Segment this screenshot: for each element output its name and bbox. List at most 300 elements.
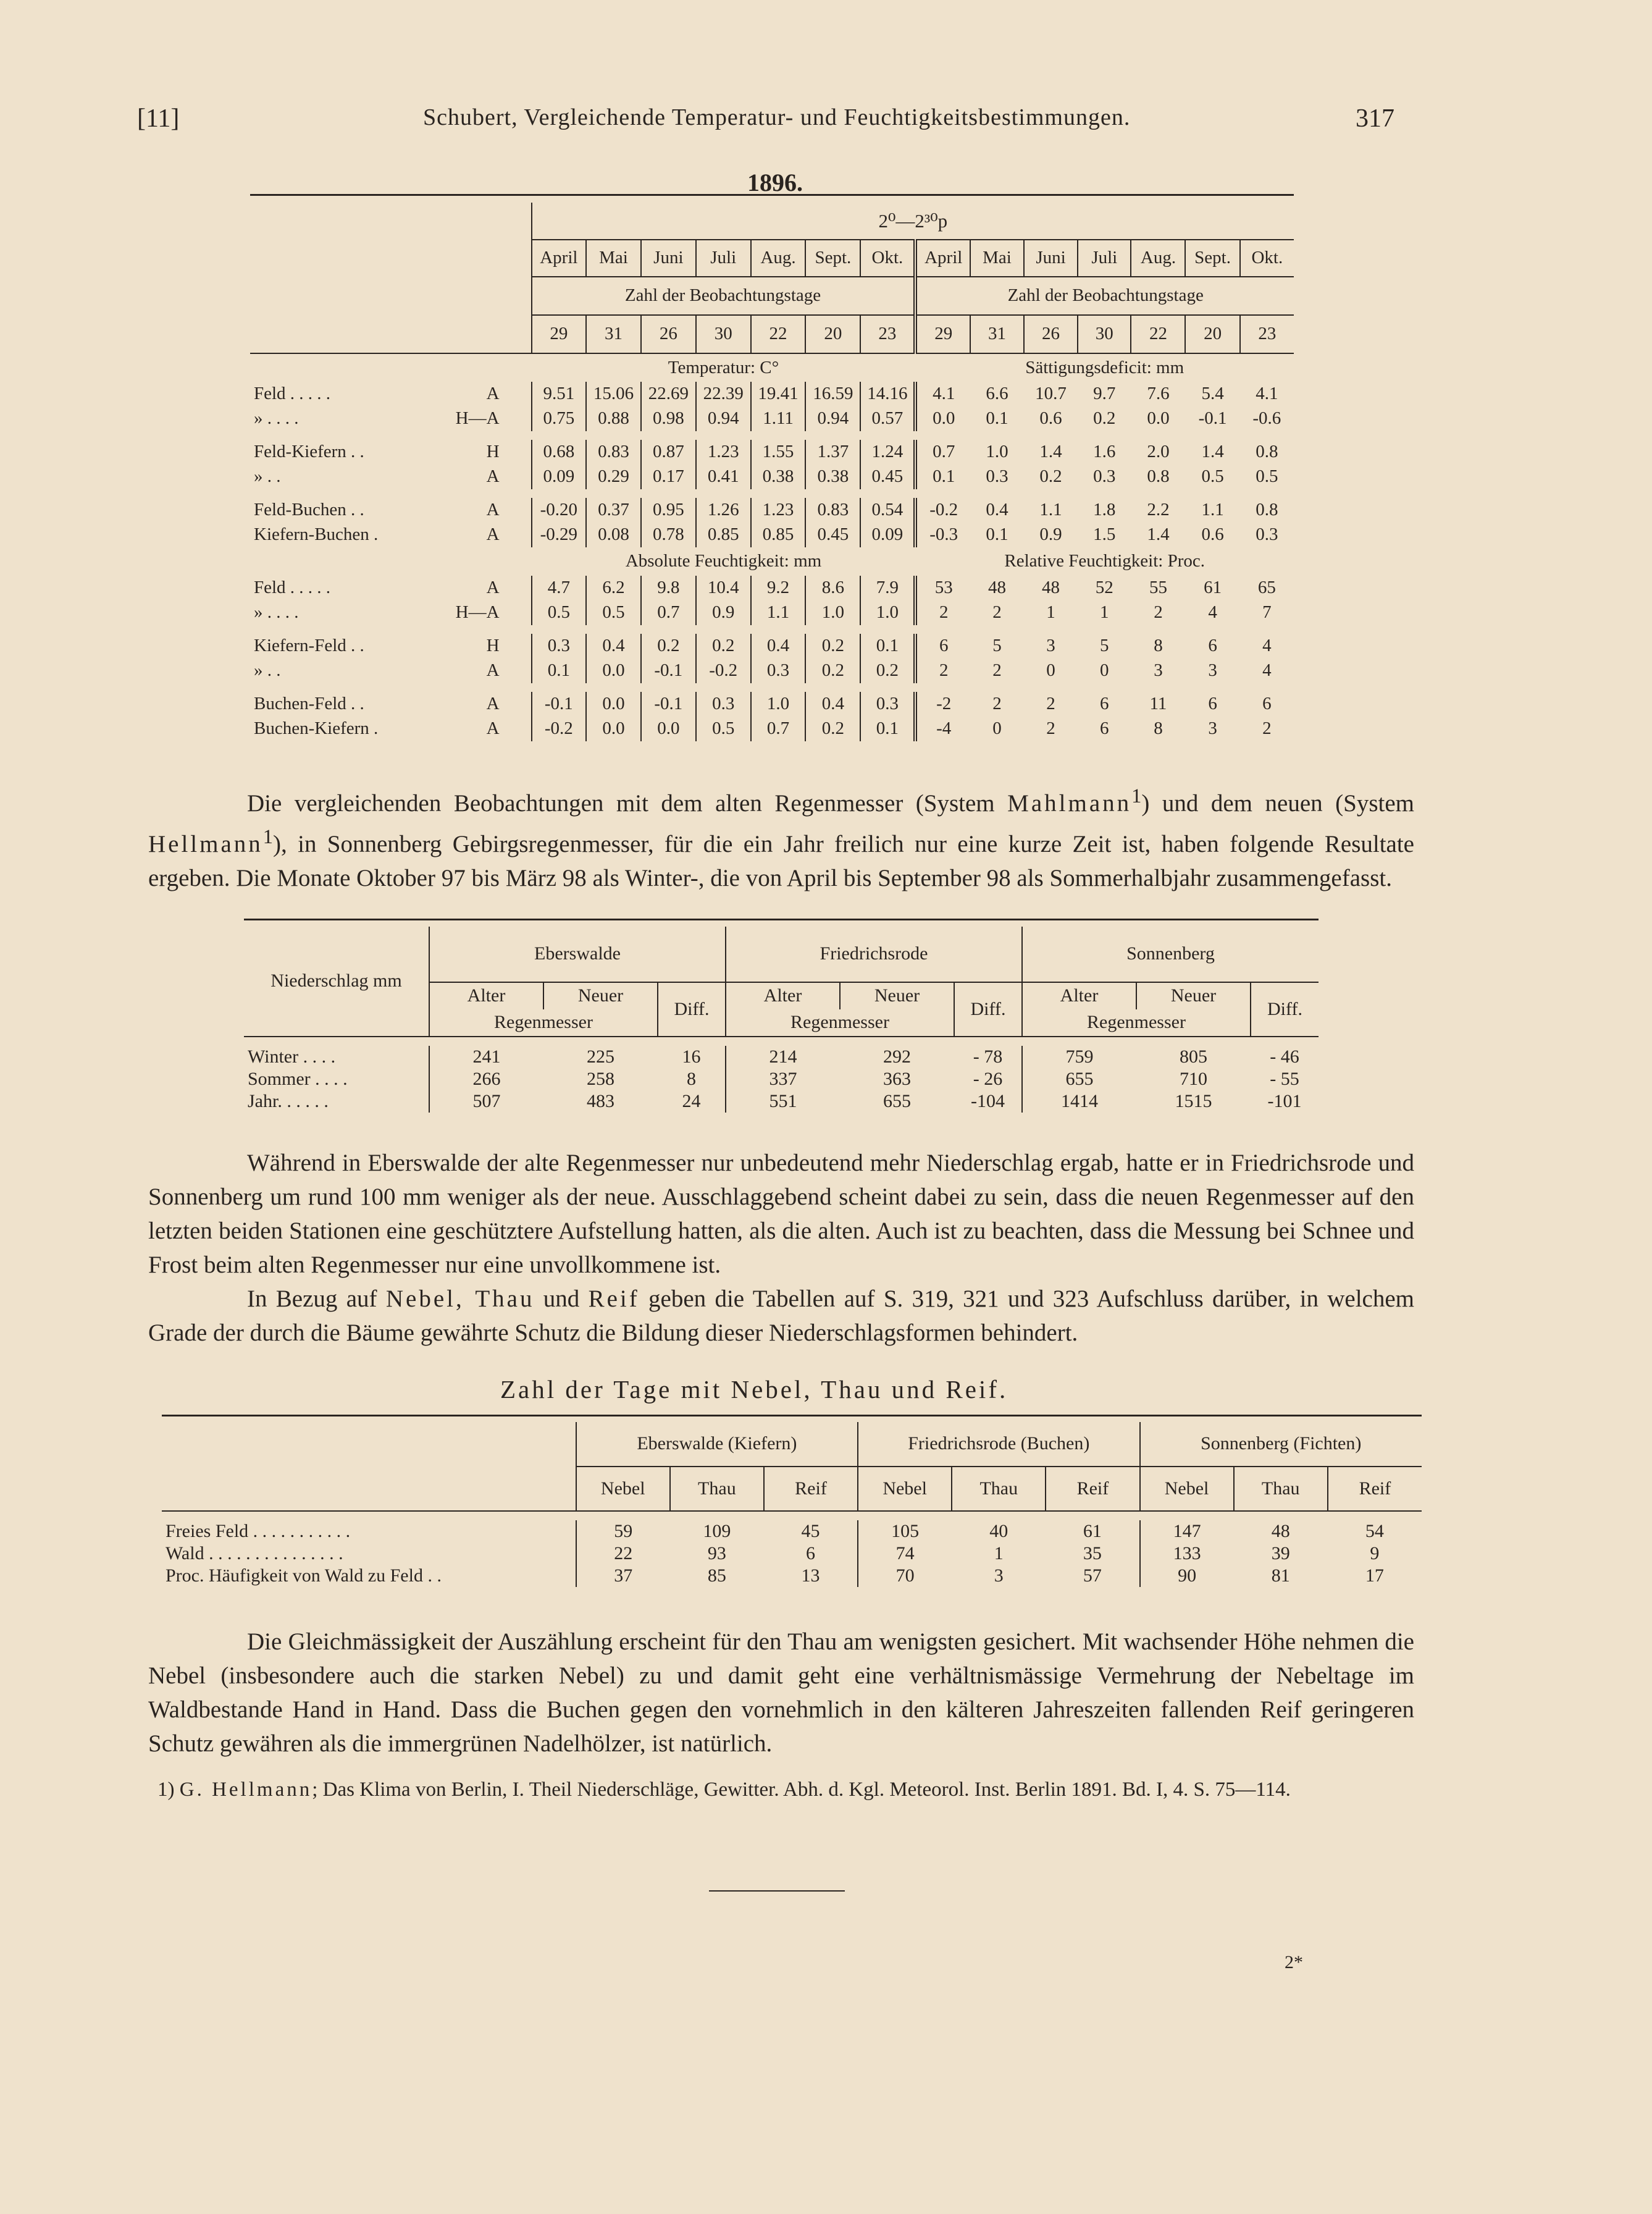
value-cell: 35 [1083,1543,1102,1564]
table2-top-rule [244,919,1319,920]
table-row [250,465,1294,489]
value-cell: 90 [1140,1565,1234,1587]
value-cell: 241 [429,1046,543,1068]
value-cell: 0.87 [641,440,696,465]
value-cell: 74 [858,1543,952,1565]
month-header: Aug. [751,240,806,277]
col-neuer: Neuer [1136,982,1251,1009]
value-cell: 4 [1262,636,1272,656]
station-friedrichsrode-buchen: Friedrichsrode (Buchen) [858,1422,1139,1467]
row-code: A [486,660,500,681]
col-diff: Diff. [954,982,1022,1037]
value-cell: 3 [1046,636,1055,656]
section-number: [11] [137,104,180,133]
value-cell: 105 [858,1520,952,1543]
value-cell: 0.7 [751,717,806,741]
value-cell: 0.95 [641,498,696,523]
value-cell: 0.8 [1147,466,1170,487]
value-cell: 0.78 [641,523,696,547]
value-cell: 1.1 [751,600,806,625]
observation-days: 20 [805,315,860,353]
value-cell: 2 [992,660,1002,681]
value-cell: 0.45 [805,523,860,547]
row-label: Kiefern-Feld . . [254,636,364,656]
value-cell: 24 [682,1090,701,1111]
row-label: Kiefern-Buchen . [254,524,379,545]
precipitation-corner: Niederschlag mm [270,970,402,991]
value-cell: 9.51 [532,382,586,406]
value-cell: 2 [992,694,1002,714]
value-cell: 2 [915,600,970,625]
value-cell: 147 [1140,1520,1234,1543]
month-header: Juni [1024,240,1078,277]
table-row [250,717,1294,741]
value-cell: 3 [1208,718,1217,739]
value-cell: 8 [1154,718,1163,739]
value-cell: 0.0 [586,659,641,683]
observation-days: 23 [860,315,915,353]
value-cell: -0.1 [641,659,696,683]
value-cell: 4.1 [1256,384,1278,404]
col-thau: Thau [1234,1467,1328,1511]
value-cell: 0.09 [860,523,915,547]
value-cell: 9.8 [641,576,696,600]
value-cell: 0.45 [860,465,915,489]
value-cell: 266 [429,1068,543,1090]
value-cell: 551 [726,1090,840,1113]
value-cell: 14.16 [860,382,915,406]
value-cell: 1515 [1175,1090,1212,1111]
col-nebel: Nebel [858,1467,952,1511]
value-cell: 0.3 [696,692,751,717]
value-cell: 6 [1100,718,1109,739]
row-code: H [486,442,500,462]
value-cell: 0.3 [986,466,1008,487]
value-cell: -0.1 [641,692,696,717]
value-cell: 0.94 [696,406,751,431]
row-code: A [486,524,500,545]
value-cell: 0.3 [1256,524,1278,545]
value-cell: 337 [726,1068,840,1090]
value-cell: 507 [429,1090,543,1113]
value-cell: 0.85 [696,523,751,547]
row-label: Wald . . . . . . . . . . . . . . . [166,1543,343,1564]
value-cell: 0.0 [915,406,970,431]
col-regenmesser: Regenmesser [726,1009,954,1037]
value-cell: 6 [1262,694,1272,714]
table-row [244,1046,1319,1068]
time-header: 2⁰—2³⁰p [532,203,1294,240]
observation-days: 29 [532,315,586,353]
row-label: Buchen-Kiefern . [254,718,379,739]
table-row [250,659,1294,683]
footnote-text: ; Das Klima von Berlin, I. Theil Niederschläge, Gewitter. Abh. d. Kgl. Meteorol. Inst. Berlin 1891. Bd. I, 4. S. 75—114. [312,1778,1291,1801]
value-cell: 0.4 [805,692,860,717]
value-cell: 1.4 [1201,442,1224,462]
footnote-ref: 1 [262,826,274,848]
value-cell: 0.5 [696,717,751,741]
value-cell: 0 [1046,660,1055,681]
value-cell: 2 [1046,718,1055,739]
value-cell: 3 [1208,660,1217,681]
value-cell: 0.8 [1256,500,1278,520]
table1-year: 1896. [747,169,803,196]
observation-days: 30 [1078,315,1131,353]
value-cell: 59 [576,1520,670,1543]
observation-days: 26 [641,315,696,353]
row-spacer [250,683,1294,692]
row-spacer [250,489,1294,498]
row-code: H [486,636,500,656]
value-cell: 48 [1271,1520,1290,1541]
table-row [162,1520,1422,1543]
value-cell: 0.6 [1039,408,1062,429]
value-cell: -101 [1267,1090,1302,1111]
value-cell: 0.1 [860,634,915,659]
value-cell: 1.23 [751,498,806,523]
value-cell: 0.0 [641,717,696,741]
value-cell: 1414 [1022,1090,1136,1113]
observation-days: 31 [970,315,1024,353]
month-header: Mai [586,240,641,277]
value-cell: 5.4 [1201,384,1224,404]
value-cell: 0.54 [860,498,915,523]
value-cell: 0.17 [641,465,696,489]
paragraph-results: Während in Eberswalde der alte Regenmesser nur unbedeutend mehr Niederschlag ergab, hatte er in Friedrichsrode und Sonnenberg um rund 100 mm weniger als der neue. Ausschlaggebend scheint dabei zu sein, dass die neuen Regenmesser auf den letzten beiden Stationen eine geschütztere Aufstellung hatten, als die alten. Auch ist zu beachten, dass die Messung bei Schnee und Frost beim alten Regenmesser nur eine unvollkommene ist. In Bezug auf Nebel, Thau und Reif geben die Tabellen auf S. 319, 321 und 323 Aufschluss darüber, in welchem Grade der durch die Bäume gewährte Schutz die Bildung dieser Niederschlagsformen behindert. [148,1146,1414,1350]
table-row [250,600,1294,625]
table2 [244,927,1319,1113]
value-cell: 61 [1083,1520,1102,1541]
value-cell: 292 [883,1046,911,1067]
table1-top-rule [250,194,1294,196]
value-cell: 0.5 [1256,466,1278,487]
value-cell: -0.3 [915,523,970,547]
value-cell: 4 [1208,602,1217,623]
value-cell: 7.6 [1147,384,1170,404]
value-cell: 48 [1042,578,1060,598]
value-cell: -0.1 [1198,408,1227,429]
value-cell: 10.7 [1035,384,1067,404]
value-cell: 0.29 [586,465,641,489]
value-cell: 1.37 [805,440,860,465]
value-cell: 85 [707,1565,726,1586]
value-cell: 0.9 [1039,524,1062,545]
col-reif: Reif [1328,1467,1422,1511]
value-cell: -0.20 [532,498,586,523]
value-cell: 1.6 [1093,442,1116,462]
value-cell: 8 [1154,636,1163,656]
value-cell: - 78 [973,1046,1003,1067]
table-row [244,1068,1319,1090]
name-mahlmann: Mahlmann [1007,790,1132,817]
value-cell: 0.88 [586,406,641,431]
value-cell: 0.9 [696,600,751,625]
value-cell: 10.4 [696,576,751,600]
value-cell: 0.0 [1147,408,1170,429]
value-cell: 15.06 [586,382,641,406]
end-rule [709,1890,845,1892]
value-cell: 0 [1100,660,1109,681]
value-cell: 0.2 [641,634,696,659]
value-cell: 0.37 [586,498,641,523]
value-cell: 1.4 [1147,524,1170,545]
value-cell: 0.0 [586,717,641,741]
col-reif: Reif [1046,1467,1139,1511]
value-cell: 16 [682,1046,701,1067]
value-cell: 0.0 [586,692,641,717]
value-cell: 1.5 [1093,524,1116,545]
value-cell: 0.1 [860,717,915,741]
value-cell: 0.38 [751,465,806,489]
value-cell: 6 [1208,636,1217,656]
table-row [250,440,1294,465]
table-row [250,576,1294,600]
value-cell: 0.7 [641,600,696,625]
table-row [250,634,1294,659]
observation-days: 31 [586,315,641,353]
value-cell: 61 [1204,578,1222,598]
observation-days: 26 [1024,315,1078,353]
saturation-deficit-header: Sättigungsdeficit: mm [915,353,1294,382]
value-cell: 5 [1100,636,1109,656]
value-cell: 0.98 [641,406,696,431]
name-hellmann: Hellmann [148,831,263,857]
month-header: Okt. [860,240,915,277]
value-cell: 7 [1262,602,1272,623]
value-cell: 1.0 [986,442,1008,462]
value-cell: 2 [992,602,1002,623]
month-header: Juni [641,240,696,277]
col-reif: Reif [764,1467,858,1511]
value-cell: -0.6 [1252,408,1281,429]
row-label: Feld . . . . . [254,578,331,598]
value-cell: 655 [883,1090,911,1111]
value-cell: - 55 [1270,1068,1299,1089]
value-cell: 22 [576,1543,670,1565]
value-cell: 48 [988,578,1006,598]
row-code: A [486,500,500,520]
value-cell: 55 [1149,578,1167,598]
value-cell: 0.2 [805,717,860,741]
value-cell: 214 [726,1046,840,1068]
value-cell: 1.55 [751,440,806,465]
value-cell: 759 [1022,1046,1136,1068]
value-cell: 0.2 [860,659,915,683]
month-header: April [532,240,586,277]
value-cell: 4.1 [915,382,970,406]
station-friedrichsrode: Friedrichsrode [726,927,1022,982]
value-cell: 37 [576,1565,670,1587]
row-label: » . . [254,660,281,681]
value-cell: 9 [1370,1543,1380,1564]
row-label: Winter . . . . [248,1046,336,1067]
station-eberswalde: Eberswalde [429,927,726,982]
value-cell: 0.83 [805,498,860,523]
value-cell: -2 [915,692,970,717]
value-cell: 0.2 [696,634,751,659]
value-cell: 40 [989,1520,1008,1541]
relative-humidity-header: Relative Feuchtigkeit: Proc. [1004,551,1205,571]
running-title: Schubert, Vergleichende Temperatur- und Feuchtigkeitsbestimmungen. [423,104,1131,130]
signature-mark: 2* [1285,1952,1303,1972]
value-cell: 70 [858,1565,952,1587]
row-code: A [486,384,500,404]
row-code: H—A [455,408,500,429]
value-cell: 0.94 [805,406,860,431]
value-cell: 0 [992,718,1002,739]
col-nebel: Nebel [576,1467,670,1511]
value-cell: 57 [1083,1565,1102,1586]
col-regenmesser: Regenmesser [429,1009,658,1037]
table-row [250,692,1294,717]
observation-days: 22 [751,315,806,353]
month-header: Sept. [1185,240,1239,277]
value-cell: 0.83 [586,440,641,465]
value-cell: 0.3 [532,634,586,659]
value-cell: 53 [915,576,970,600]
value-cell: 0.3 [751,659,806,683]
row-spacer [250,431,1294,440]
value-cell: - 46 [1270,1046,1299,1067]
value-cell: 6 [1100,694,1109,714]
value-cell: 8.6 [805,576,860,600]
value-cell: 0.1 [986,524,1008,545]
value-cell: 0.41 [696,465,751,489]
footnote [157,1773,1423,1806]
value-cell: 0.85 [751,523,806,547]
value-cell: 0.1 [915,465,970,489]
value-cell: 133 [1140,1543,1234,1565]
value-cell: 2 [1262,718,1272,739]
value-cell: 3 [994,1565,1004,1586]
value-cell: 0.5 [586,600,641,625]
table-row [250,406,1294,431]
value-cell: 0.8 [1256,442,1278,462]
value-cell: 1 [1046,602,1055,623]
value-cell: 0.3 [1093,466,1116,487]
value-cell: 1.4 [1039,442,1062,462]
table-row [244,1090,1319,1113]
row-code: H—A [455,602,500,623]
col-nebel: Nebel [1140,1467,1234,1511]
value-cell: 0.09 [532,465,586,489]
value-cell: 6.2 [586,576,641,600]
value-cell: -0.2 [532,717,586,741]
value-cell: 0.6 [1201,524,1224,545]
value-cell: 3 [1154,660,1163,681]
value-cell: 1.0 [751,692,806,717]
value-cell: -0.29 [532,523,586,547]
value-cell: 6 [1208,694,1217,714]
row-code: A [486,466,500,487]
value-cell: 805 [1180,1046,1207,1067]
value-cell: 0.57 [860,406,915,431]
days-label-left: Zahl der Beobachtungstage [532,277,916,315]
value-cell: 0.08 [586,523,641,547]
value-cell: 0.7 [915,440,970,465]
row-label: Jahr. . . . . . [248,1090,329,1111]
paragraph-conclusion: Die Gleichmässigkeit der Auszählung erscheint für den Thau am wenigsten gesichert. Mit wachsender Höhe nehmen die Nebel (insbesondere auch die starken Nebel) zu und damit geht eine verhältnismässige Vermehrung der Nebeltage im Waldbestande Hand in Hand. Dass die Buchen gegen den vornehmlich in den kälteren Jahreszeiten fallenden Reif geringeren Schutz gewähren als die immergrünen Nadelhölzer, ist natürlich. [148,1628,1414,1757]
value-cell: 0.75 [532,406,586,431]
value-cell: 0.4 [751,634,806,659]
station-sonnenberg: Sonnenberg [1022,927,1319,982]
row-label: Feld . . . . . [254,384,331,404]
value-cell: 65 [1257,578,1276,598]
value-cell: 9.2 [751,576,806,600]
table-row [250,523,1294,547]
value-cell: 483 [587,1090,614,1111]
value-cell: 5 [992,636,1002,656]
table3 [162,1422,1422,1587]
value-cell: 0.5 [532,600,586,625]
value-cell: 45 [801,1520,820,1541]
station-eberswalde-kiefern: Eberswalde (Kiefern) [576,1422,858,1467]
value-cell: 0.1 [532,659,586,683]
col-diff: Diff. [658,982,726,1037]
value-cell: 22.69 [641,382,696,406]
value-cell: 0.4 [586,634,641,659]
value-cell: 2 [1046,694,1055,714]
value-cell: 0.4 [986,500,1008,520]
value-cell: 22.39 [696,382,751,406]
value-cell: 1.0 [860,600,915,625]
value-cell: 7.9 [860,576,915,600]
footnote-ref: 1 [1131,785,1142,807]
value-cell: 6 [915,634,970,659]
value-cell: 1.1 [1201,500,1224,520]
month-header: Aug. [1131,240,1185,277]
temperature-header: Temperatur: C° [532,353,916,382]
value-cell: 2.2 [1147,500,1170,520]
value-cell: 93 [707,1543,726,1564]
value-cell: 1.8 [1093,500,1116,520]
value-cell: 0.1 [986,408,1008,429]
row-label: Freies Feld . . . . . . . . . . . [166,1520,351,1541]
paragraph-rain-gauges: Die vergleichenden Beobachtungen mit dem alten Regenmesser (System Mahlmann$^1$) und dem neuen (System Hellmann$^1$), in Sonnenberg Gebirgsregenmesser, für die ein Jahr freilich nur eine kurze Zeit ist, haben folgende Resultate ergeben. Die Monate Oktober 97 bis März 98 als Winter-, die von April bis September 98 als Sommerhalbjahr zusammengefasst. [148,785,1414,891]
table-row [250,382,1294,406]
col-thau: Thau [952,1467,1046,1511]
paragraph-fog-dew-frost: In Bezug auf Nebel, Thau und Reif geben die Tabellen auf S. 319, 321 und 323 Aufschluss darüber, in welchem Grade der durch die Bäume gewährte Schutz die Bildung dieser Niederschlagsformen behindert. [148,1286,1415,1346]
value-cell: 52 [1095,578,1113,598]
value-cell: 258 [587,1068,614,1089]
col-alter: Alter [429,982,543,1009]
observation-days: 29 [915,315,970,353]
value-cell: 2 [1154,602,1163,623]
value-cell: 8 [687,1068,696,1089]
value-cell: 39 [1271,1543,1290,1564]
row-code: A [486,694,500,714]
observation-days: 30 [696,315,751,353]
absolute-humidity-header: Absolute Feuchtigkeit: mm [625,551,822,571]
value-cell: 1.24 [860,440,915,465]
row-label: Feld-Buchen . . [254,500,364,520]
footnote-author: G. Hellmann [179,1778,312,1801]
col-neuer: Neuer [840,982,954,1009]
value-cell: 81 [1271,1565,1290,1586]
value-cell: 0.2 [1093,408,1116,429]
col-alter: Alter [1022,982,1136,1009]
value-cell: 109 [703,1520,731,1541]
col-neuer: Neuer [543,982,658,1009]
observation-days: 23 [1240,315,1294,353]
month-header: Sept. [805,240,860,277]
row-label: Feld-Kiefern . . [254,442,364,462]
value-cell: 6.6 [986,384,1008,404]
days-label-right: Zahl der Beobachtungstage [915,277,1294,315]
value-cell: 1.0 [805,600,860,625]
col-alter: Alter [726,982,840,1009]
value-cell: 1.1 [1039,500,1062,520]
